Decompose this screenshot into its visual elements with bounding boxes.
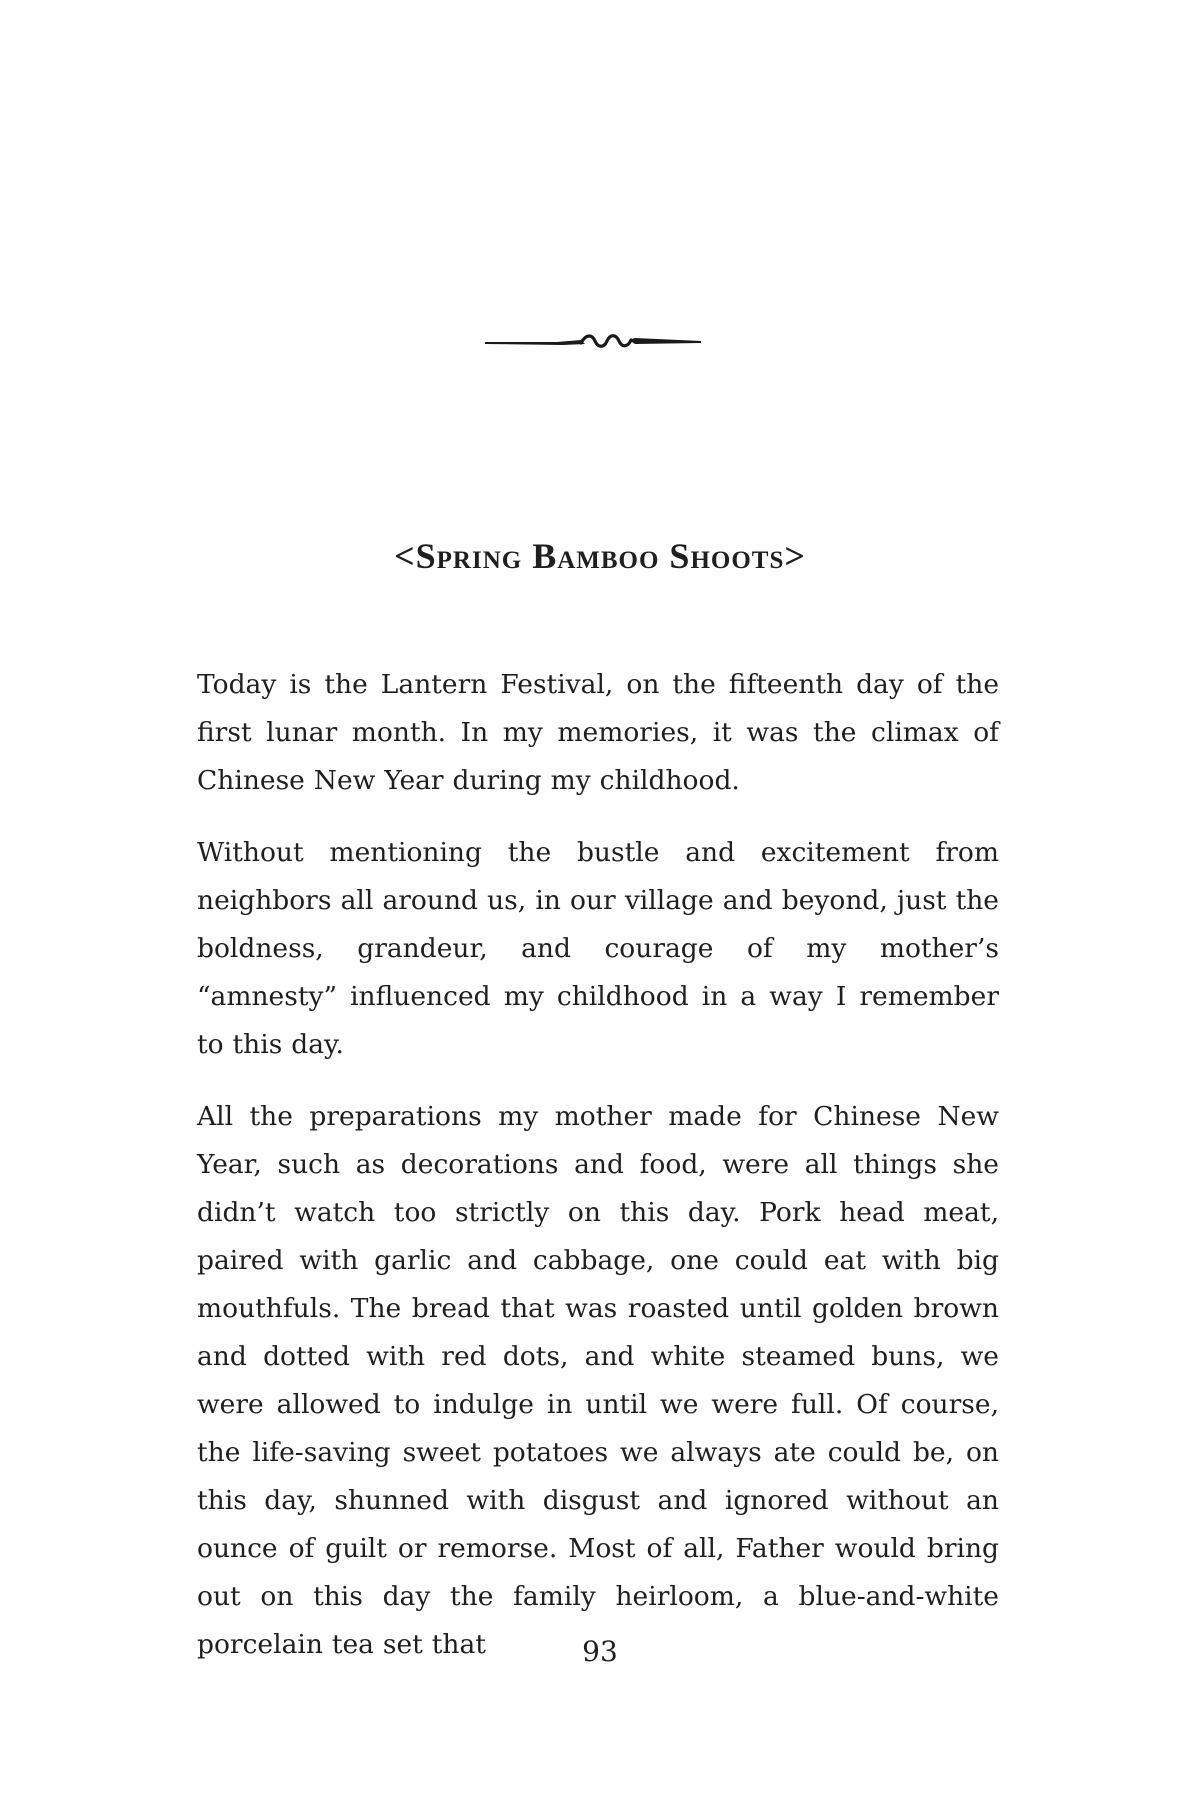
paragraph: All the preparations my mother made for Chinese New Year, such as decorations and food, were all things she didn’t watch too strictly on this day. Pork head meat, paired with garlic and cabbage, one could eat with big mouthfuls. The bread that was roasted until golden brown and dotted with red dots, and white steamed buns, we were allowed to indulge in until we were full. Of course, the life-saving sweet potatoes we always ate could be, on this day, shunned with disgust and ignored without an ounce of guilt or remorse. Most of all, Father would bring out on this day the family heirloom, a blue-and-white porcelain tea set that xyxy=(197,1101,999,1660)
paragraph: Without mentioning the bustle and excitement from neighbors all around us, in our village and beyond, just the boldness, grandeur, and courage of my mother’s “amnesty” influenced my childhood in a way I remember to this day. xyxy=(197,837,999,1060)
flourish-ornament-icon xyxy=(485,328,701,354)
page-number: 93 xyxy=(582,1635,618,1668)
chapter-title: <Spring Bamboo Shoots> xyxy=(394,536,806,577)
body-text xyxy=(197,661,999,1693)
paragraph: Today is the Lantern Festival, on the fifteenth day of the first lunar month. In my memories, it was the climax of Chinese New Year during my childhood. xyxy=(197,669,999,796)
